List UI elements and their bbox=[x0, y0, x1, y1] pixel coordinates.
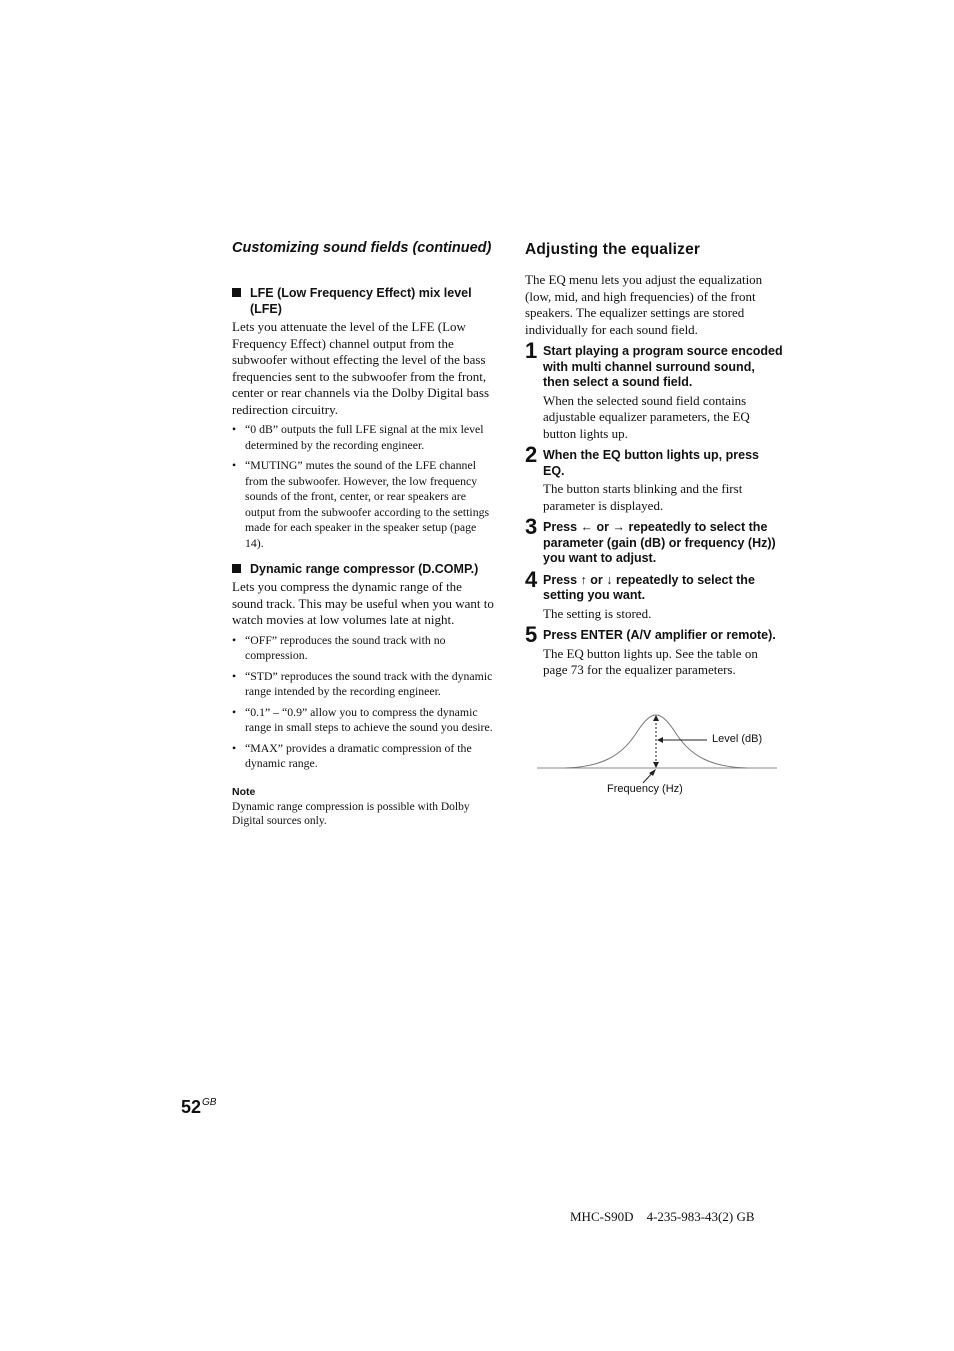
list-item: • “0 dB” outputs the full LFE signal at the mix level determined by the recording engineer. bbox=[232, 422, 484, 452]
model-code: MHC-S90D 4-235-983-43(2) GB bbox=[570, 1209, 755, 1224]
step-3 bbox=[525, 514, 783, 567]
bullet-dot-icon: • bbox=[232, 632, 237, 647]
step-heading: Press ENTER (A/V amplifier or remote). bbox=[543, 628, 776, 642]
lfe-bullet-list bbox=[232, 422, 494, 551]
arrow-down-icon bbox=[653, 762, 659, 768]
list-item: • “OFF” reproduces the sound track with no compression. bbox=[232, 632, 446, 662]
note-text: Dynamic range compression is possible with Dolby Digital sources only. bbox=[232, 800, 470, 827]
dcomp-bullet-list bbox=[232, 633, 494, 772]
right-arrow-icon: → bbox=[612, 520, 625, 534]
list-item: • “MAX” provides a dramatic compression of the dynamic range. bbox=[232, 740, 472, 770]
step-heading: Press ↑ or ↓ repeatedly to select the setting you want. bbox=[543, 572, 755, 602]
step-heading: When the EQ button lights up, press EQ. bbox=[543, 448, 759, 478]
square-bullet-icon bbox=[232, 288, 241, 297]
step-number: 1 bbox=[525, 338, 538, 363]
bullet-dot-icon: • bbox=[232, 458, 237, 472]
bullet-dot-icon: • bbox=[232, 422, 237, 436]
square-bullet-icon bbox=[232, 564, 241, 573]
left-arrow-icon: ← bbox=[580, 520, 594, 534]
step-description: The setting is stored. bbox=[543, 605, 652, 621]
step-heading: Press ← or → repeatedly to select the parameter (gain (dB) or frequency (Hz)) you want to adjust. bbox=[543, 520, 776, 565]
list-item: • “0.1” – “0.9” allow you to compress the dynamic range in small steps to achieve the sound you desire. bbox=[232, 704, 493, 734]
section-header: Customizing sound fields (continued) bbox=[232, 240, 492, 256]
step-number: 2 bbox=[525, 442, 538, 467]
equalizer-curve-diagram bbox=[535, 707, 780, 802]
dcomp-intro: Lets you compress the dynamic range of the sound track. This may be useful when you want to watch movies at low volumes late at night. bbox=[232, 579, 494, 627]
frequency-label: Frequency (Hz) bbox=[607, 783, 683, 795]
bullet-dot-icon: • bbox=[232, 704, 237, 719]
list-item: • “MUTING” mutes the sound of the LFE channel from the subwoofer. However, the low frequency sounds of the front, center, or rear speakers are output from the subwoofer according to the settings made for each speaker in the speaker setup (page 14). bbox=[232, 458, 490, 550]
step-number: 4 bbox=[525, 566, 538, 592]
step-description: The EQ button lights up. See the table on page 73 for the equalizer parameters. bbox=[543, 645, 758, 677]
equalizer-heading: Adjusting the equalizer bbox=[525, 241, 701, 258]
step-description: The button starts blinking and the first parameter is displayed. bbox=[543, 481, 743, 513]
step-number: 3 bbox=[525, 514, 538, 539]
level-label: Level (dB) bbox=[712, 733, 763, 745]
arrow-up-icon bbox=[653, 715, 659, 721]
page-suffix: GB bbox=[202, 1097, 217, 1108]
step-5 bbox=[525, 622, 783, 679]
step-1 bbox=[525, 338, 783, 442]
step-description: When the selected sound field contains adjustable equalizer parameters, the EQ button lights up. bbox=[543, 392, 750, 441]
step-heading: Start playing a program source encoded with multi channel surround sound, then select a sound field. bbox=[543, 344, 783, 389]
lfe-intro: Lets you attenuate the level of the LFE (Low Frequency Effect) channel output from the subwoofer without effecting the level of the bass frequencies sent to the subwoofer from the front, center or rear channels via the Dolby Digital bass redirection circuitry. bbox=[232, 319, 490, 417]
bullet-dot-icon: • bbox=[232, 668, 237, 683]
pointer-arrow-icon bbox=[657, 737, 663, 743]
note-title: Note bbox=[232, 785, 256, 798]
step-4 bbox=[525, 566, 783, 623]
step-2 bbox=[525, 442, 783, 514]
lfe-heading bbox=[232, 285, 494, 317]
equalizer-intro: The EQ menu lets you adjust the equalization (low, mid, and high frequencies) of the front speakers. The equalizer settings are stored individually for each sound field. bbox=[525, 272, 763, 337]
right-column bbox=[525, 241, 783, 679]
list-item: • “STD” reproduces the sound track with the dynamic range intended by the recording engineer. bbox=[232, 668, 493, 698]
lfe-heading-text: LFE (Low Frequency Effect) mix level (LFE) bbox=[250, 286, 472, 316]
dcomp-heading bbox=[232, 561, 494, 577]
page-number: $52^{GB}$ bbox=[181, 1097, 217, 1117]
up-arrow-icon: ↑ bbox=[580, 572, 587, 587]
bullet-dot-icon: • bbox=[232, 740, 237, 755]
dcomp-heading-text: Dynamic range compressor (D.COMP.) bbox=[250, 562, 479, 576]
down-arrow-icon: ↓ bbox=[606, 572, 613, 587]
step-number: 5 bbox=[525, 622, 538, 647]
left-column bbox=[232, 285, 494, 829]
